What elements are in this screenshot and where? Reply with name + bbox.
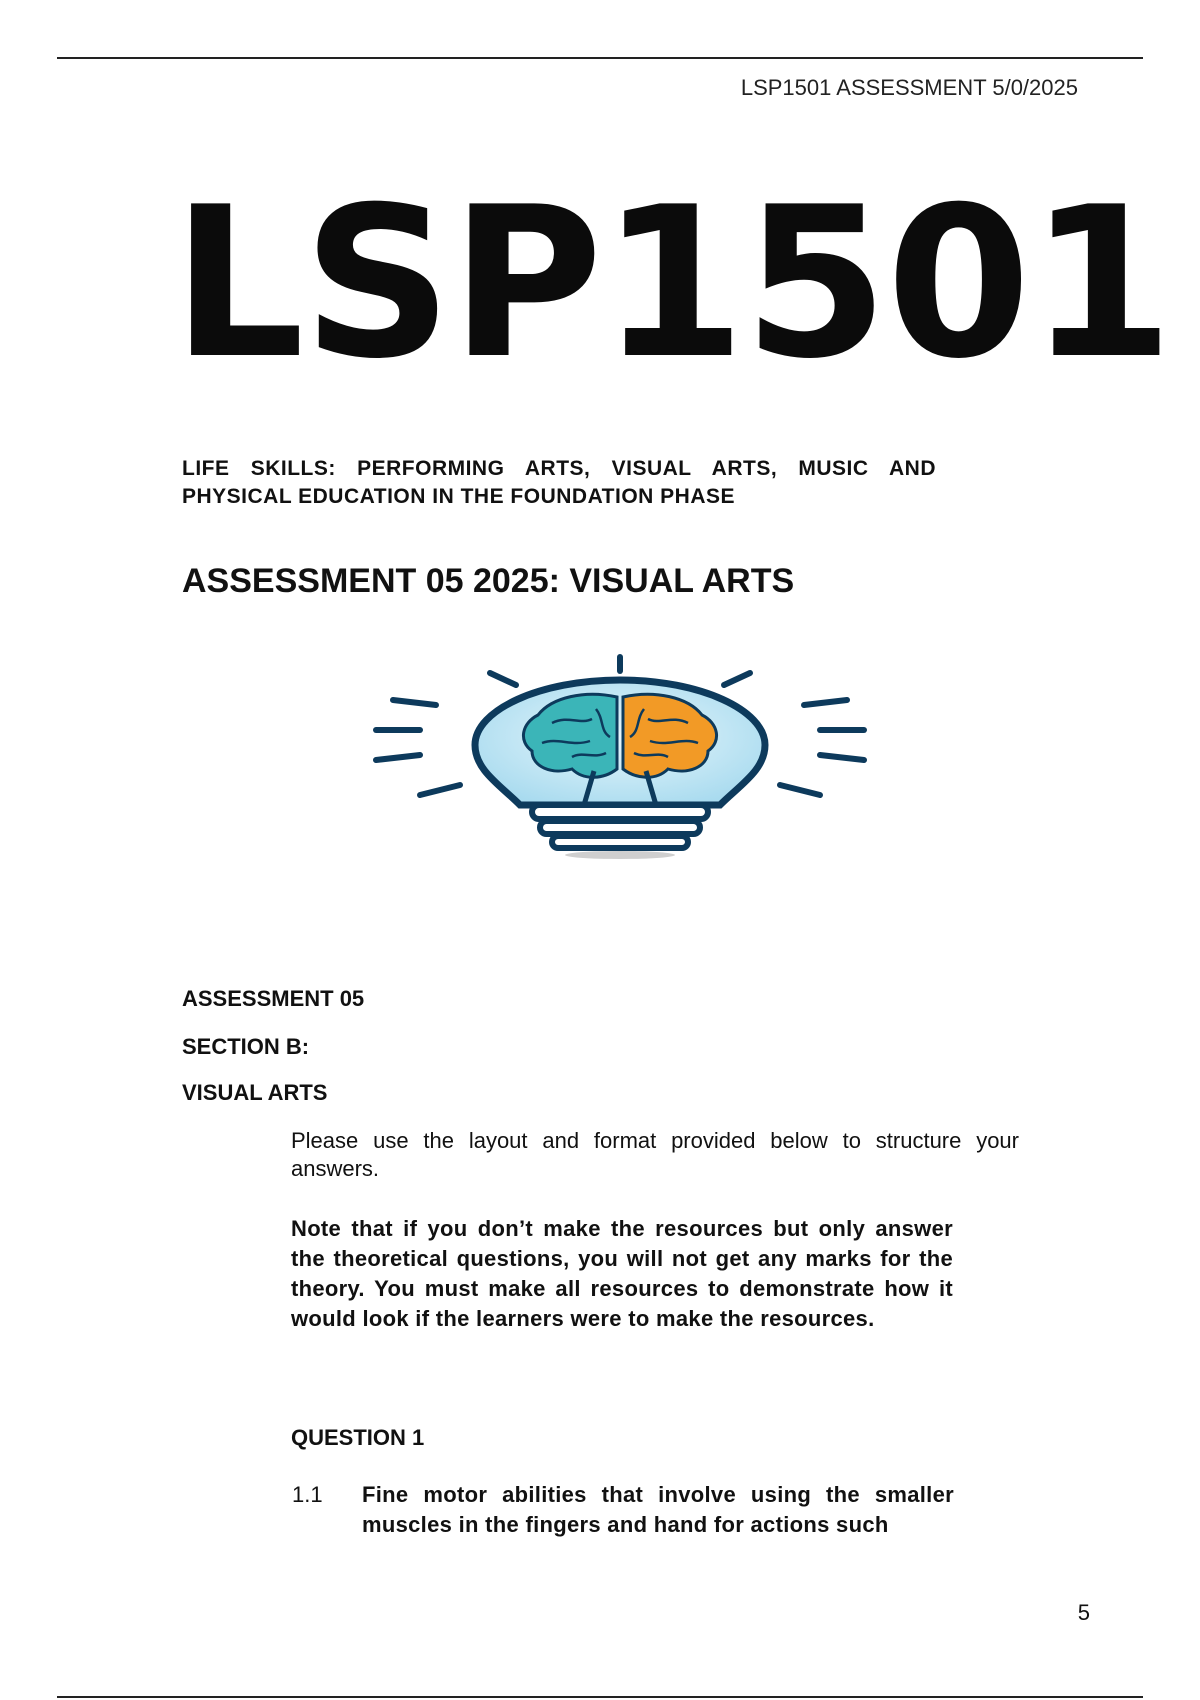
assessment-title: ASSESSMENT 05 2025: VISUAL ARTS <box>182 562 795 600</box>
lightbulb-brain-icon <box>180 645 1020 860</box>
assessment-label: ASSESSMENT 05 <box>182 986 365 1011</box>
subject-title: LIFE SKILLS: PERFORMING ARTS, VISUAL ARTS, MUSIC AND PHYSICAL EDUCATION IN THE FOUNDATION PHASE <box>182 457 936 508</box>
page-number: 5 <box>1077 1600 1090 1625</box>
section-label: SECTION B: <box>182 1034 310 1059</box>
bottom-rule <box>57 1696 1143 1698</box>
question-number: 1.1 <box>292 1482 323 1507</box>
course-code-title: LSP1501 <box>172 163 1172 405</box>
topic-label: VISUAL ARTS <box>182 1080 328 1105</box>
question-text: Fine motor abilities that involve using the smaller muscles in the fingers and hand for actions such <box>362 1482 954 1537</box>
note-paragraph: Note that if you don’t make the resources but only answer the theoretical questions, you will not get any marks for the theory. You must make all resources to demonstrate how it would look if the learners were to make the resources. <box>291 1216 953 1331</box>
question-heading: QUESTION 1 <box>291 1425 425 1450</box>
top-rule <box>57 57 1143 59</box>
instruction-paragraph: Please use the layout and format provided below to structure your answers. <box>291 1128 1019 1181</box>
header-reference: LSP1501 ASSESSMENT 5/0/2025 <box>740 75 1078 100</box>
